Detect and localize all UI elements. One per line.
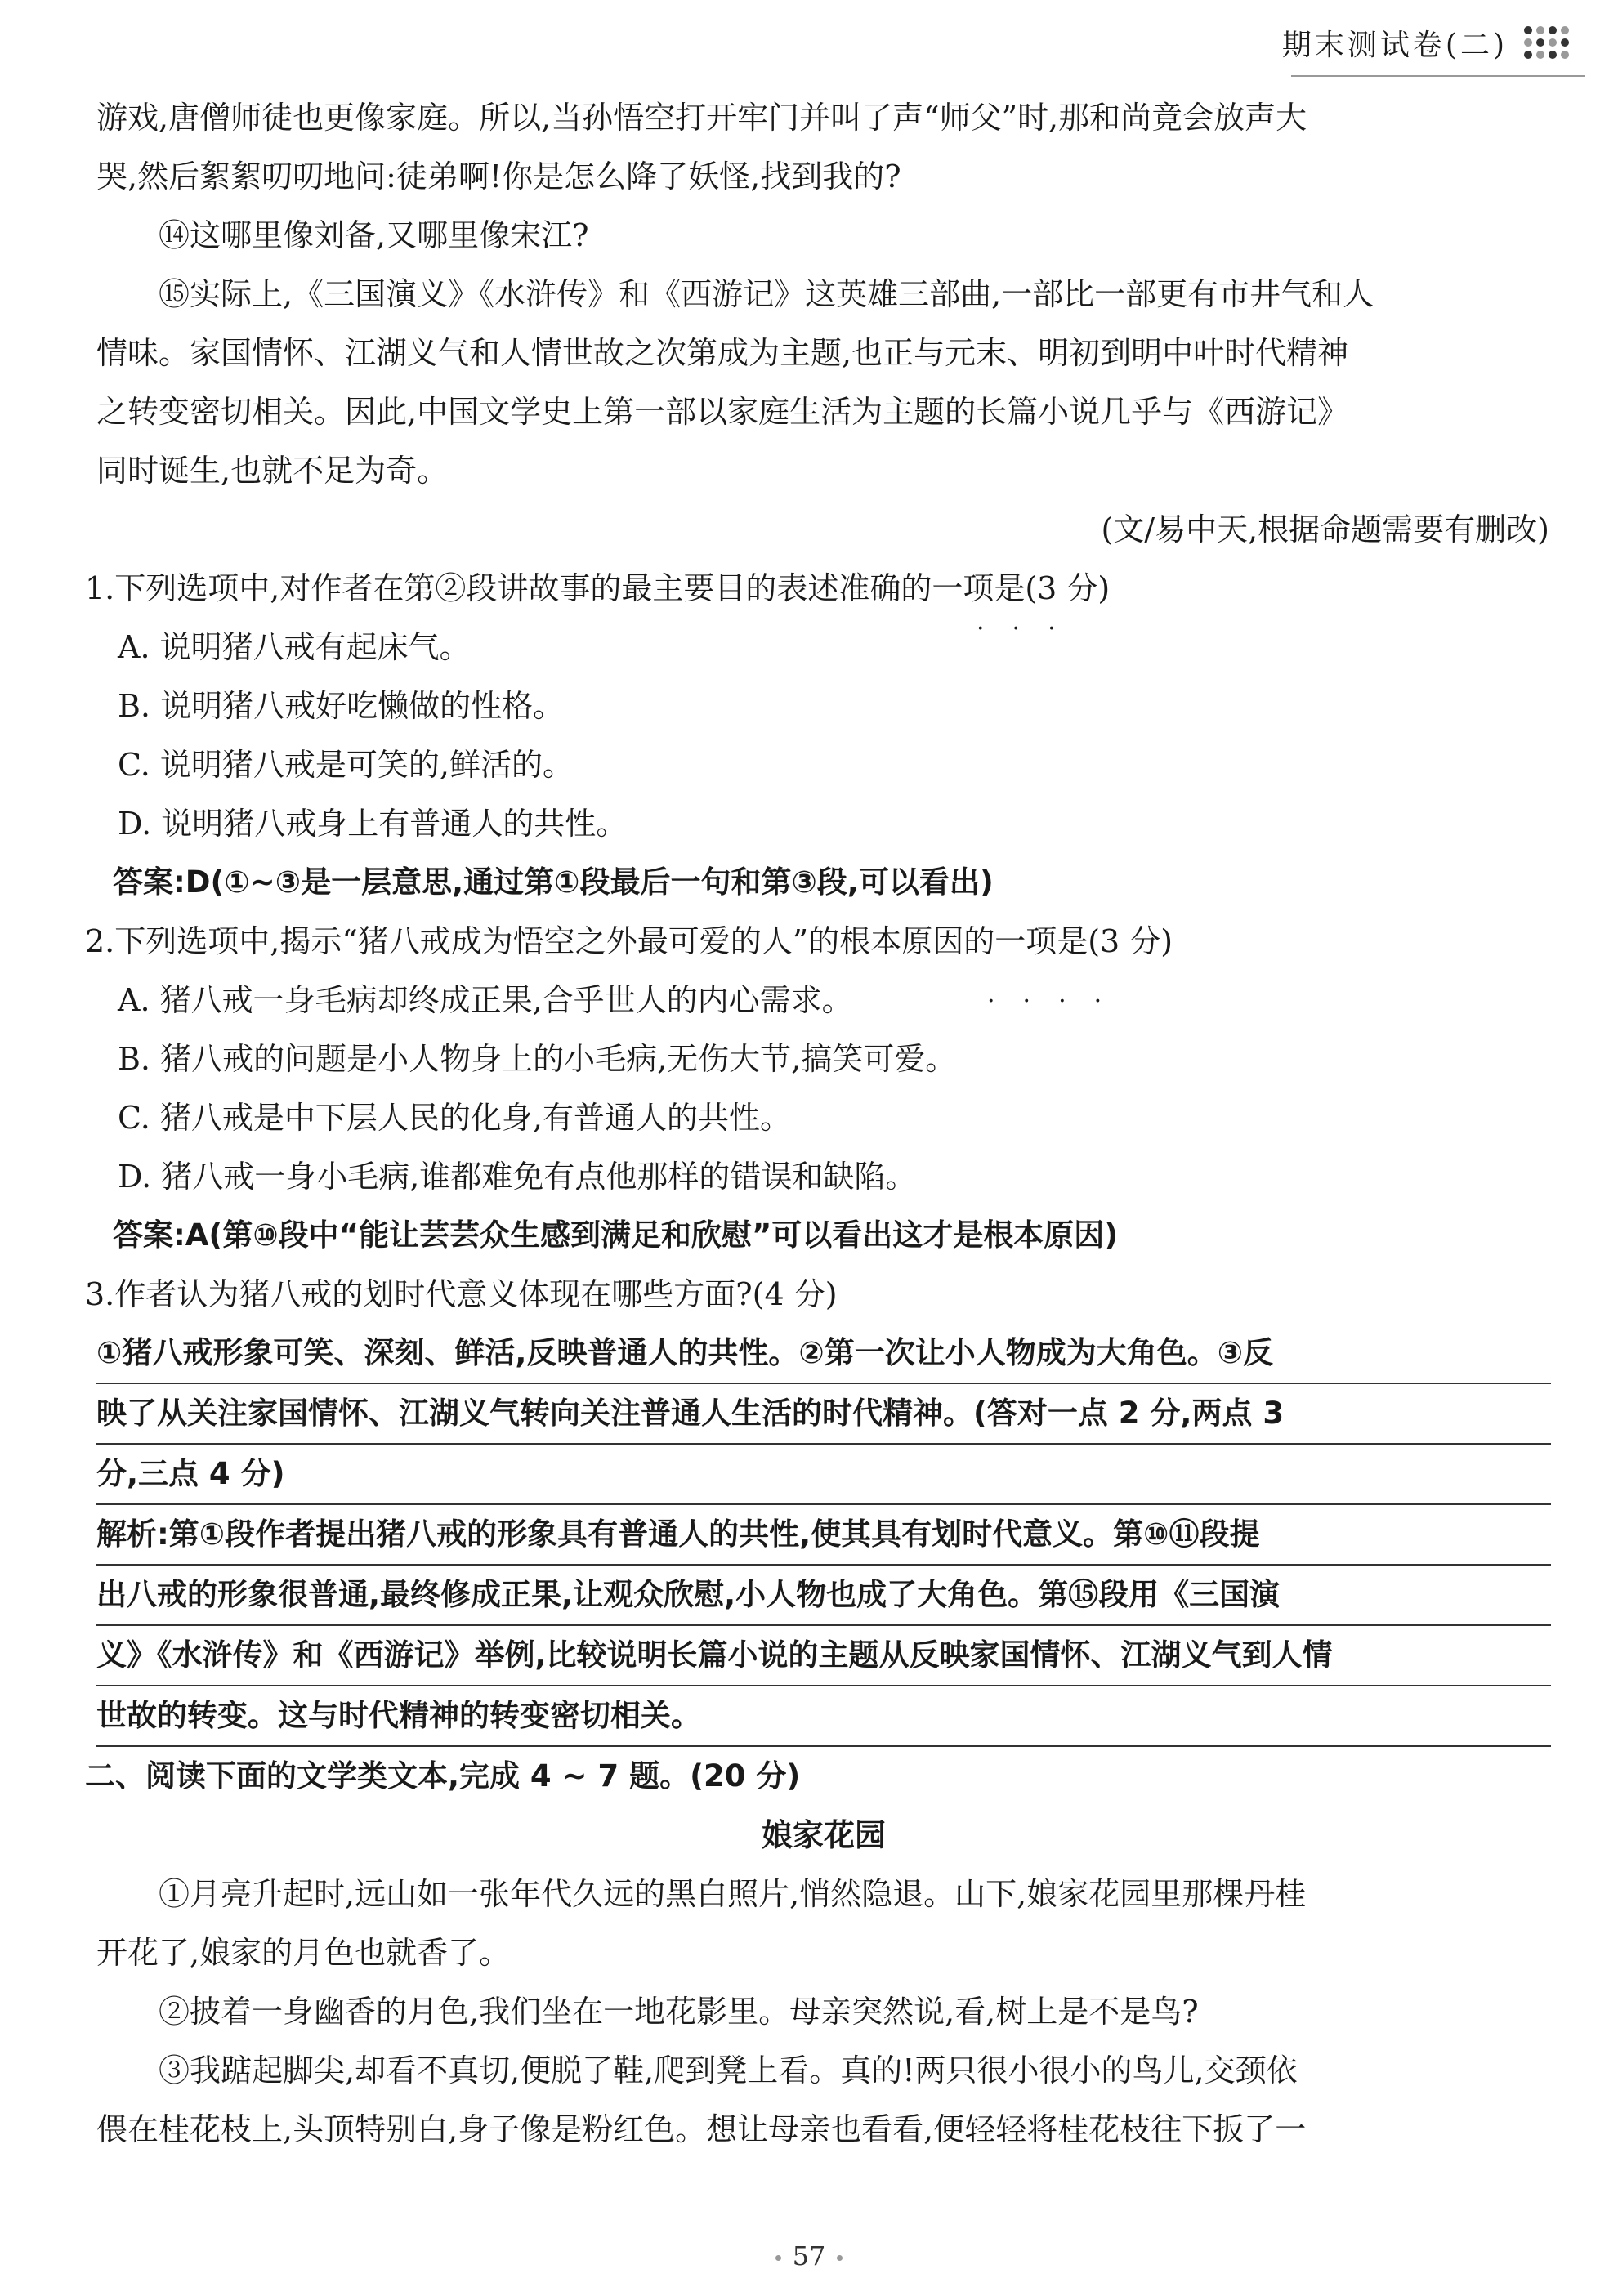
passage-line: 哭,然后絮絮叨叨地问:徒弟啊!你是怎么降了妖怪,找到我的? [96,159,901,194]
question-3-analysis-line: 出八戒的形象很普通,最终修成正果,让观众欣慰,小人物也成了大角色。第⑮段用《三国演 [96,1566,1551,1626]
header-divider [1291,75,1585,77]
article-line: ②披着一身幽香的月色,我们坐在一地花影里。母亲突然说,看,树上是不是鸟? [159,1994,1199,2030]
passage-line: ⑭这哪里像刘备,又哪里像宋江? [159,217,589,253]
question-1-option-a: A. 说明猪八戒有起床气。 [118,629,471,665]
question-3-answer-line: 分,三点 4 分) [96,1445,1551,1505]
question-1-answer: 答案:D(①~③是一层意思,通过第①段最后一句和第③段,可以看出) [113,864,994,900]
question-2-option-c: C. 猪八戒是中下层人民的化身,有普通人的共性。 [118,1100,791,1136]
passage-line: ⑮实际上,《三国演义》《水浒传》和《西游记》这英雄三部曲,一部比一部更有市井气和人 [159,276,1374,312]
question-1-option-c: C. 说明猪八戒是可笑的,鲜活的。 [118,747,574,783]
question-1-option-b: B. 说明猪八戒好吃懒做的性格。 [118,688,565,724]
passage-line: 情味。家国情怀、江湖义气和人情世故之次第成为主题,也正与元末、明初到明中叶时代精神 [96,335,1349,371]
emphasis-dots: ···· [987,987,1130,1016]
question-2-option-d: D. 猪八戒一身小毛病,谁都难免有点他那样的错误和缺陷。 [118,1159,917,1195]
question-3-answer-line: ①猪八戒形象可笑、深刻、鲜活,反映普通人的共性。②第一次让小人物成为大角色。③反 [96,1324,1551,1384]
article-line: 偎在桂花枝上,头顶特别白,身子像是粉红色。想让母亲也看看,便轻轻将桂花枝往下扳了一 [96,2111,1307,2147]
question-1-option-d: D. 说明猪八戒身上有普通人的共性。 [118,806,628,842]
article-line: 开花了,娘家的月色也就香了。 [96,1935,511,1971]
page-number: 57 [0,2240,1618,2271]
passage-line: 同时诞生,也就不足为奇。 [96,453,449,489]
question-1-stem: 1.下列选项中,对作者在第②段讲故事的最主要目的表述准确的一项是(3 分) [85,570,1111,606]
question-2-answer: 答案:A(第⑩段中“能让芸芸众生感到满足和欣慰”可以看出这才是根本原因) [113,1217,1119,1253]
question-2-option-b: B. 猪八戒的问题是小人物身上的小毛病,无伤大节,搞笑可爱。 [118,1041,957,1077]
article-title: 娘家花园 [761,1817,886,1853]
question-3-answer-line: 映了从关注家国情怀、江湖义气转向关注普通人生活的时代精神。(答对一点 2 分,两点 3 [96,1384,1551,1445]
passage-line: 游戏,唐僧师徒也更像家庭。所以,当孙悟空打开牢门并叫了声“师父”时,那和尚竟会放声大 [96,100,1307,136]
page-header [1282,18,1569,67]
header-title: 期末测试卷(二) [1281,28,1508,62]
question-3-analysis-line: 义》《水浒传》和《西游记》举例,比较说明长篇小说的主题从反映家国情怀、江湖义气到人情 [96,1626,1551,1686]
page-content [85,88,1551,2159]
emphasis-dots: ··· [977,614,1084,643]
question-2-option-a: A. 猪八戒一身毛病却终成正果,合乎世人的内心需求。 [118,982,853,1018]
question-3-stem: 3.作者认为猪八戒的划时代意义体现在哪些方面?(4 分) [85,1276,838,1312]
decorative-dots-icon [1524,26,1569,59]
question-2-stem: 2.下列选项中,揭示“猪八戒成为悟空之外最可爱的人”的根本原因的一项是(3 分) [85,923,1173,959]
article-line: ③我踮起脚尖,却看不真切,便脱了鞋,爬到凳上看。真的!两只很小很小的鸟儿,交颈依 [159,2053,1298,2088]
question-3-analysis-line: 解析:第①段作者提出猪八戒的形象具有普通人的共性,使其具有划时代意义。第⑩⑪段提 [96,1505,1551,1566]
passage-line: 之转变密切相关。因此,中国文学史上第一部以家庭生活为主题的长篇小说几乎与《西游记》 [96,394,1349,430]
section-2-heading: 二、阅读下面的文学类文本,完成 4 ~ 7 题。(20 分) [85,1758,801,1793]
article-line: ①月亮升起时,远山如一张年代久远的黑白照片,悄然隐退。山下,娘家花园里那棵丹桂 [159,1876,1307,1912]
attribution: (文/易中天,根据命题需要有删改) [1101,511,1549,547]
question-3-analysis-line: 世故的转变。这与时代精神的转变密切相关。 [96,1686,1551,1747]
